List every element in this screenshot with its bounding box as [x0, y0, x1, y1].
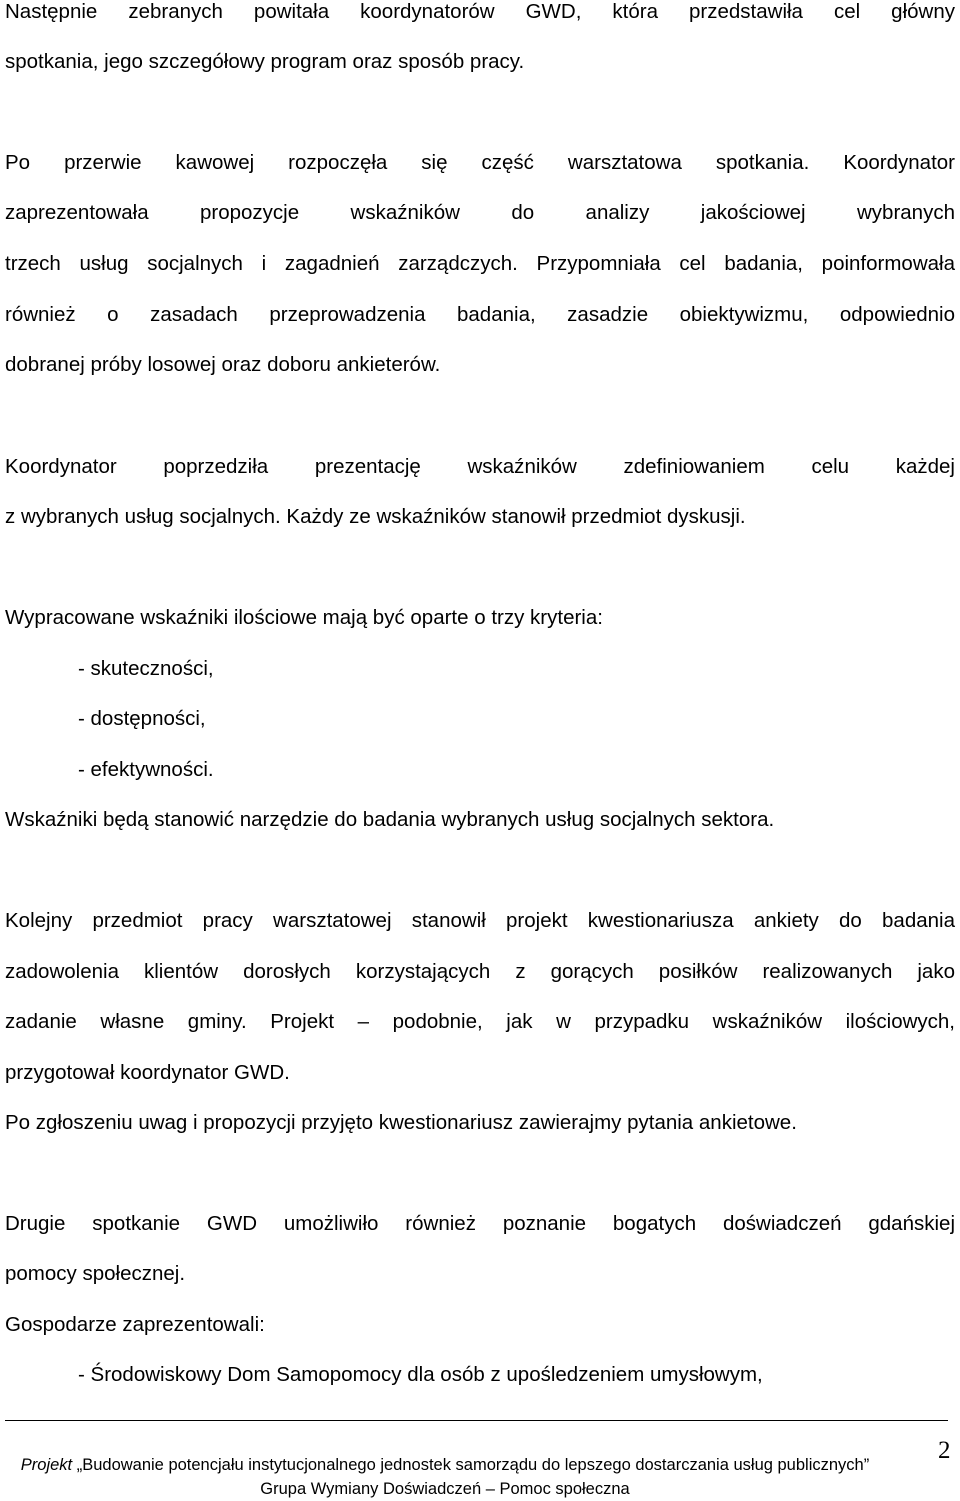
- text-line: Następnie zebranych powitała koordynatorów GWD, która przedstawiła cel główny: [5, 0, 955, 23]
- list-item: - efektywności.: [78, 758, 214, 781]
- list-item: - dostępności,: [78, 707, 206, 730]
- footer-group: Grupa Wymiany Doświadczeń – Pomoc społeczna: [260, 1480, 630, 1498]
- list-item: - Środowiskowy Dom Samopomocy dla osób z upośledzeniem umysłowym,: [78, 1363, 763, 1386]
- footer-project-line: [5, 1456, 885, 1475]
- text-line: Po zgłoszeniu uwag i propozycji przyjęto kwestionariusz zawierajmy pytania ankietowe.: [5, 1111, 797, 1134]
- text-line: dobranej próby losowej oraz doboru ankieterów.: [5, 353, 441, 376]
- footer-divider: [5, 1420, 948, 1421]
- text-line: Po przerwie kawowej rozpoczęła się część warsztatowa spotkania. Koordynator: [5, 151, 955, 174]
- text-line: zaprezentowała propozycje wskaźników do analizy jakościowej wybranych: [5, 201, 955, 224]
- text-line: Kolejny przedmiot pracy warsztatowej stanowił projekt kwestionariusza ankiety do badania: [5, 909, 955, 932]
- text-line: Gospodarze zaprezentowali:: [5, 1313, 265, 1336]
- text-line: pomocy społecznej.: [5, 1262, 186, 1285]
- footer-project-label: Projekt: [20, 1456, 73, 1474]
- text-line: zadanie własne gminy. Projekt – podobnie, jak w przypadku wskaźników ilościowych,: [5, 1010, 955, 1033]
- text-line: zadowolenia klientów dorosłych korzystających z gorących posiłków realizowanych jako: [5, 960, 955, 983]
- text-line: spotkania, jego szczegółowy program oraz sposób pracy.: [5, 50, 525, 73]
- list-item: - skuteczności,: [78, 657, 214, 680]
- text-line: trzech usług socjalnych i zagadnień zarządczych. Przypomniała cel badania, poinformowała: [5, 252, 955, 275]
- text-line: Wypracowane wskaźniki ilościowe mają być oparte o trzy kryteria:: [5, 606, 603, 629]
- text-line: przygotował koordynator GWD.: [5, 1061, 290, 1084]
- page-number: 2: [938, 1437, 951, 1464]
- text-line: Koordynator poprzedziła prezentację wskaźników zdefiniowaniem celu każdej: [5, 455, 955, 478]
- text-line: Drugie spotkanie GWD umożliwiło również poznanie bogatych doświadczeń gdańskiej: [5, 1212, 955, 1235]
- text-line: z wybranych usług socjalnych. Każdy ze wskaźników stanowił przedmiot dyskusji.: [5, 505, 746, 528]
- text-line: Wskaźniki będą stanowić narzędzie do badania wybranych usług socjalnych sektora.: [5, 808, 775, 831]
- footer-project-title: „Budowanie potencjału instytucjonalnego jednostek samorządu do lepszego dostarczania usług publicznych”: [76, 1456, 870, 1474]
- text-line: również o zasadach przeprowadzenia badania, zasadzie obiektywizmu, odpowiednio: [5, 303, 955, 326]
